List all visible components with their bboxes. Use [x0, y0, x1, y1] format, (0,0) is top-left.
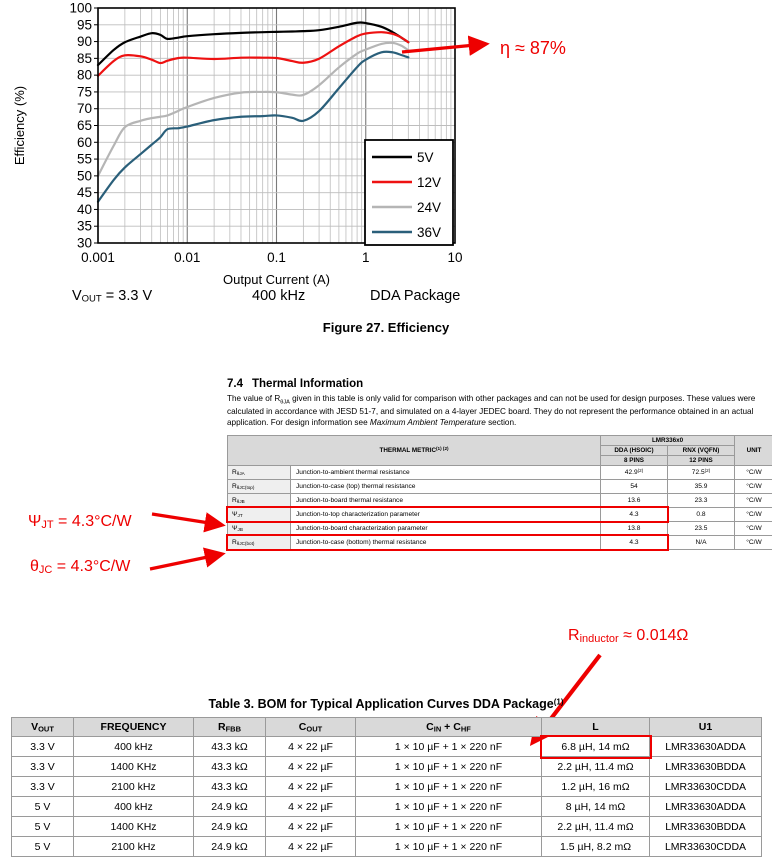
bom-cell-rfbb: 24.9 kΩ	[194, 837, 266, 857]
y-tick-label: 85	[77, 51, 92, 66]
bom-cell-cout: 4 × 22 µF	[266, 837, 356, 857]
thermal-row-symbol: $\Psi_{JB}$	[228, 521, 291, 535]
y-tick-label: 40	[77, 202, 92, 217]
annotation-efficiency: η ≈ 87%	[500, 38, 566, 59]
bom-cell-vout: 3.3 V	[12, 757, 74, 777]
thermal-row-rnx-value: N/A	[668, 535, 735, 549]
thermal-table-row	[228, 465, 772, 479]
thermal-row-description: Junction-to-board characterization parameter	[291, 521, 601, 535]
thermal-row-rnx-value: 23.5	[668, 521, 735, 535]
bom-cell-cout: 4 × 22 µF	[266, 817, 356, 837]
bom-cell-cout: 4 × 22 µF	[266, 797, 356, 817]
efficiency-chart	[0, 0, 772, 320]
thermal-para-part1: The value of R	[227, 394, 280, 403]
bom-column-header: U1	[650, 718, 762, 737]
x-tick-label: 0.1	[267, 250, 286, 265]
bom-cell-inductor: 1.2 µH, 16 mΩ	[542, 777, 650, 797]
thermal-row-description: Junction-to-top characterization parameter	[291, 507, 601, 521]
y-axis-label: Efficiency (%)	[12, 86, 27, 165]
thermal-metrics-table	[227, 435, 772, 550]
thermal-row-description: Junction-to-case (bottom) thermal resistance	[291, 535, 601, 549]
thermal-row-unit: °C/W	[735, 493, 772, 507]
bom-cell-vout: 3.3 V	[12, 737, 74, 757]
bom-cell-rfbb: 43.3 kΩ	[194, 777, 266, 797]
bom-table-row	[12, 797, 762, 817]
condition-frequency: 400 kHz	[252, 288, 305, 304]
bom-cell-cin: 1 × 10 µF + 1 × 220 nF	[356, 817, 542, 837]
bom-table-row	[12, 757, 762, 777]
bom-cell-cin: 1 × 10 µF + 1 × 220 nF	[356, 837, 542, 857]
annotation-psi-jt: $\Psi_{JT} = 4.3^\circ C/W$	[28, 513, 132, 531]
thermal-row-rnx-value: 0.8	[668, 507, 735, 521]
x-tick-label: 0.001	[81, 250, 115, 265]
y-tick-label: 90	[77, 34, 92, 49]
legend-label-5V: 5V	[417, 150, 434, 165]
bom-cell-vout: 5 V	[12, 797, 74, 817]
thermal-device-header: LMR336x0	[601, 435, 735, 445]
thermal-para-sub: θJA	[280, 400, 290, 406]
bom-cell-u1: LMR33630BDDA	[650, 817, 762, 837]
x-tick-label: 10	[447, 250, 462, 265]
bom-cell-frequency: 1400 KHz	[74, 757, 194, 777]
condition-vout: $V_{OUT} = 3.3$ V	[72, 288, 152, 305]
bom-cell-inductor: 2.2 µH, 11.4 mΩ	[542, 757, 650, 777]
y-tick-label: 80	[77, 68, 92, 83]
y-tick-label: 50	[77, 168, 92, 183]
y-tick-label: 35	[77, 219, 92, 234]
bom-cell-frequency: 2100 kHz	[74, 837, 194, 857]
bom-cell-cout: 4 × 22 µF	[266, 777, 356, 797]
bom-cell-rfbb: 43.3 kΩ	[194, 737, 266, 757]
thermal-section-title: Thermal Information	[252, 378, 363, 390]
highlight-box-theta-jc	[226, 534, 669, 551]
bom-section	[11, 697, 761, 857]
thermal-metric-header: THERMAL $METRIC^{(1) (2)}$	[228, 435, 601, 465]
bom-column-header: L	[542, 718, 650, 737]
y-tick-label: 55	[77, 152, 92, 167]
bom-column-header: $C_{OUT}$	[266, 718, 356, 737]
bom-cell-frequency: 400 kHz	[74, 797, 194, 817]
thermal-pkg-dda-header: DDA (HSOIC)	[601, 445, 668, 455]
thermal-table-row	[228, 479, 772, 493]
y-tick-label: 45	[77, 185, 92, 200]
thermal-para-italic: Maximum Ambient Temperature	[370, 418, 486, 427]
thermal-row-description: Junction-to-board thermal resistance	[291, 493, 601, 507]
bom-table-row	[12, 817, 762, 837]
thermal-row-rnx-value: 23.3	[668, 493, 735, 507]
y-tick-label: 75	[77, 84, 92, 99]
thermal-row-unit: °C/W	[735, 507, 772, 521]
thermal-row-dda-value: 4.3	[601, 535, 668, 549]
thermal-row-symbol: $\Psi_{JT}$	[228, 507, 291, 521]
bom-table-row	[12, 777, 762, 797]
thermal-pins-dda-header: 8 PINS	[601, 455, 668, 465]
bom-cell-rfbb: 24.9 kΩ	[194, 797, 266, 817]
thermal-row-description: Junction-to-case (top) thermal resistance	[291, 479, 601, 493]
thermal-row-dda-value: 13.8	[601, 521, 668, 535]
thermal-row-unit: °C/W	[735, 465, 772, 479]
bom-cell-frequency: 1400 KHz	[74, 817, 194, 837]
bom-table-row	[12, 837, 762, 857]
thermal-row-description: Junction-to-ambient thermal resistance	[291, 465, 601, 479]
x-axis-label: Output Current (A)	[223, 272, 330, 287]
y-tick-label: 30	[77, 236, 92, 251]
legend-label-24V: 24V	[417, 200, 441, 215]
y-tick-label: 70	[77, 101, 92, 116]
bom-cell-inductor: 8 µH, 14 mΩ	[542, 797, 650, 817]
bom-cell-vout: 5 V	[12, 837, 74, 857]
thermal-row-symbol: $R_{\theta JB}$	[228, 493, 291, 507]
bom-cell-frequency: 2100 kHz	[74, 777, 194, 797]
bom-cell-cin: 1 × 10 µF + 1 × 220 nF	[356, 757, 542, 777]
bom-cell-u1: LMR33630ADDA	[650, 737, 762, 757]
highlight-box-inductor-value	[540, 735, 652, 759]
thermal-header-row-1	[228, 435, 772, 445]
bom-table-title: Table 3. BOM for Typical Application Curves DDA Package$^{(1)}$	[11, 697, 761, 711]
thermal-para-part2: given in this table is only valid for comparison with other packages and can not be used for design purposes. These values were calculated in accordance with JESD 51-7, and simulated on a 4-layer JEDEC board. They do not represent the performance obtained in an actual application. For design information see	[227, 394, 755, 427]
bom-cell-inductor: 1.5 µH, 8.2 mΩ	[542, 837, 650, 857]
thermal-pkg-rnx-header: RNX (VQFN)	[668, 445, 735, 455]
bom-cell-cout: 4 × 22 µF	[266, 757, 356, 777]
y-tick-label: 65	[77, 118, 92, 133]
legend-label-12V: 12V	[417, 175, 441, 190]
bom-column-header: $R_{FBB}$	[194, 718, 266, 737]
thermal-row-unit: °C/W	[735, 479, 772, 493]
thermal-row-symbol: $R_{\theta JA}$	[228, 465, 291, 479]
legend-label-36V: 36V	[417, 225, 441, 240]
thermal-row-rnx-value: 35.9	[668, 479, 735, 493]
bom-column-header: FREQUENCY	[74, 718, 194, 737]
y-tick-label: 95	[77, 17, 92, 32]
efficiency-figure	[0, 0, 772, 350]
thermal-para-part3: section.	[486, 418, 517, 427]
y-tick-label: 60	[77, 135, 92, 150]
thermal-paragraph	[227, 394, 772, 429]
thermal-row-unit: °C/W	[735, 521, 772, 535]
thermal-row-dda-value: 13.6	[601, 493, 668, 507]
thermal-row-dda-value: 54	[601, 479, 668, 493]
x-tick-label: 0.01	[174, 250, 200, 265]
figure-caption: Figure 27. Efficiency	[0, 320, 772, 335]
annotation-r-inductor: $R_{inductor} \approx 0.014\Omega$	[568, 627, 688, 645]
highlight-box-psi-jt	[226, 506, 669, 523]
y-tick-label: 100	[69, 1, 92, 16]
bom-cell-u1: LMR33630CDDA	[650, 777, 762, 797]
bom-column-header: $V_{OUT}$	[12, 718, 74, 737]
condition-package: DDA Package	[370, 288, 460, 304]
bom-cell-frequency: 400 kHz	[74, 737, 194, 757]
thermal-information-section	[227, 378, 772, 550]
annotation-theta-jc: $\theta_{JC} = 4.3^\circ C/W$	[30, 558, 130, 576]
thermal-row-rnx-value: 72.5$^{(2)}$	[668, 465, 735, 479]
thermal-row-symbol: $R_{\theta JC(top)}$	[228, 479, 291, 493]
bom-cell-inductor: 6.8 µH, 14 mΩ	[542, 737, 650, 757]
bom-cell-u1: LMR33630ADDA	[650, 797, 762, 817]
thermal-row-symbol: $R_{\theta JC(bot)}$	[228, 535, 291, 549]
thermal-row-unit: °C/W	[735, 535, 772, 549]
bom-cell-vout: 5 V	[12, 817, 74, 837]
thermal-row-dda-value: 4.3	[601, 507, 668, 521]
bom-cell-inductor: 2.2 µH, 11.4 mΩ	[542, 817, 650, 837]
bom-cell-cout: 4 × 22 µF	[266, 737, 356, 757]
thermal-unit-header: UNIT	[735, 435, 772, 465]
thermal-section-heading	[227, 378, 772, 390]
bom-cell-cin: 1 × 10 µF + 1 × 220 nF	[356, 777, 542, 797]
bom-column-header: $C_{IN} + C_{HF}$	[356, 718, 542, 737]
bom-cell-cin: 1 × 10 µF + 1 × 220 nF	[356, 737, 542, 757]
bom-cell-u1: LMR33630CDDA	[650, 837, 762, 857]
bom-cell-vout: 3.3 V	[12, 777, 74, 797]
bom-cell-rfbb: 43.3 kΩ	[194, 757, 266, 777]
bom-cell-cin: 1 × 10 µF + 1 × 220 nF	[356, 797, 542, 817]
bom-cell-u1: LMR33630BDDA	[650, 757, 762, 777]
x-tick-label: 1	[362, 250, 370, 265]
thermal-pins-rnx-header: 12 PINS	[668, 455, 735, 465]
bom-cell-rfbb: 24.9 kΩ	[194, 817, 266, 837]
thermal-section-number: 7.4	[227, 378, 243, 390]
thermal-row-dda-value: 42.9$^{(2)}$	[601, 465, 668, 479]
